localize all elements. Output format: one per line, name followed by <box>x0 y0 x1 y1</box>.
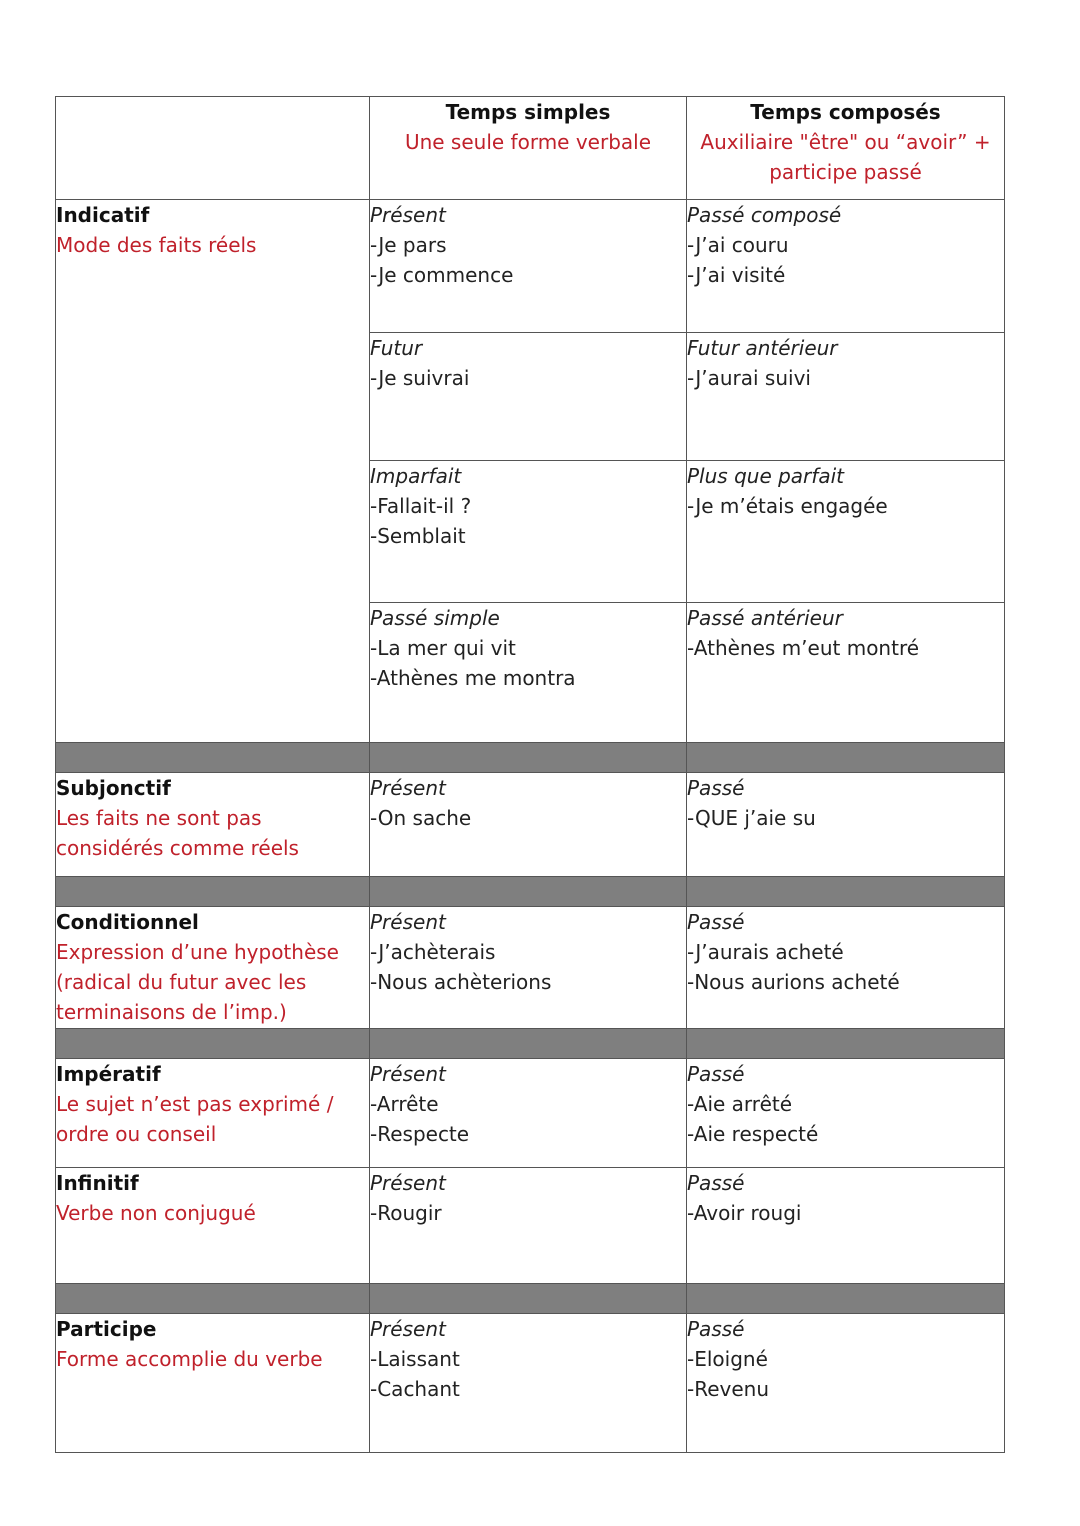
separator-row <box>56 877 1005 907</box>
tense-name: Futur <box>370 336 423 360</box>
example: -Athènes m’eut montré <box>687 636 920 660</box>
example: -J’ai visité <box>687 263 786 287</box>
example: -Avoir rougi <box>687 1201 802 1225</box>
example: -Fallait-il ? <box>370 494 472 518</box>
tense-name: Présent <box>370 1171 446 1195</box>
compound-tense-cell <box>687 1059 1005 1168</box>
example: -Je pars <box>370 233 447 257</box>
example: -Eloigné <box>687 1347 768 1371</box>
mode-description: Forme accomplie du verbe <box>56 1347 323 1371</box>
header-simple-subtitle: Une seule forme verbale <box>404 130 652 154</box>
compound-tense-cell <box>687 603 1005 743</box>
imperatif-row <box>56 1059 1005 1168</box>
example: -J’aurai suivi <box>687 366 811 390</box>
simple-tense-cell <box>370 1059 687 1168</box>
infinitif-row <box>56 1168 1005 1284</box>
subjonctif-row <box>56 773 1005 877</box>
compound-tense-cell <box>687 200 1005 333</box>
compound-tense-cell <box>687 907 1005 1029</box>
example: -Athènes me montra <box>370 666 576 690</box>
example: -Laissant <box>370 1347 460 1371</box>
example: -On sache <box>370 806 472 830</box>
mode-description: Les faits ne sont pas considérés comme réels <box>56 806 299 860</box>
example: -Je commence <box>370 263 514 287</box>
mode-name: Subjonctif <box>56 776 171 800</box>
example: -Aie arrêté <box>687 1092 793 1116</box>
conjugation-table <box>55 96 1005 1453</box>
indicatif-mode-cell <box>56 200 370 743</box>
example: -Rougir <box>370 1201 442 1225</box>
example: -Revenu <box>687 1377 770 1401</box>
tense-name: Présent <box>370 776 446 800</box>
tense-name: Passé <box>687 776 745 800</box>
mode-name: Conditionnel <box>56 910 199 934</box>
example: -Je suivrai <box>370 366 470 390</box>
tense-name: Présent <box>370 203 446 227</box>
example: -Respecte <box>370 1122 470 1146</box>
simple-tense-cell <box>370 461 687 603</box>
indicatif-row-present <box>56 200 1005 333</box>
conditionnel-mode-cell <box>56 907 370 1029</box>
separator-row <box>56 743 1005 773</box>
participe-row <box>56 1314 1005 1453</box>
header-simple-cell <box>370 97 687 200</box>
compound-tense-cell <box>687 1168 1005 1284</box>
separator-row <box>56 1029 1005 1059</box>
mode-description: Verbe non conjugué <box>56 1201 256 1225</box>
simple-tense-cell <box>370 1168 687 1284</box>
tense-name: Présent <box>370 1062 446 1086</box>
example: -J’aurais acheté <box>687 940 844 964</box>
header-empty-cell <box>56 97 370 200</box>
tense-name: Présent <box>370 910 446 934</box>
tense-name: Futur antérieur <box>687 336 838 360</box>
compound-tense-cell <box>687 461 1005 603</box>
simple-tense-cell <box>370 1314 687 1453</box>
example: -Semblait <box>370 524 466 548</box>
compound-tense-cell <box>687 1314 1005 1453</box>
example: -Nous aurions acheté <box>687 970 900 994</box>
example: -Cachant <box>370 1377 460 1401</box>
subjonctif-mode-cell <box>56 773 370 877</box>
tense-name: Passé <box>687 1171 745 1195</box>
tense-name: Plus que parfait <box>687 464 844 488</box>
simple-tense-cell <box>370 907 687 1029</box>
example: -Arrête <box>370 1092 439 1116</box>
simple-tense-cell <box>370 773 687 877</box>
mode-name: Participe <box>56 1317 157 1341</box>
header-compound-subtitle: Auxiliaire "être" ou “avoir” + participe passé <box>700 130 991 184</box>
mode-name: Infinitif <box>56 1171 139 1195</box>
mode-name: Impératif <box>56 1062 161 1086</box>
participe-mode-cell <box>56 1314 370 1453</box>
mode-name: Indicatif <box>56 203 150 227</box>
header-row <box>56 97 1005 200</box>
tense-name: Passé simple <box>370 606 500 630</box>
example: -Aie respecté <box>687 1122 819 1146</box>
example: -QUE j’aie su <box>687 806 816 830</box>
simple-tense-cell <box>370 603 687 743</box>
tense-name: Imparfait <box>370 464 462 488</box>
tense-name: Passé <box>687 1317 745 1341</box>
example: -Je m’étais engagée <box>687 494 888 518</box>
separator-row <box>56 1284 1005 1314</box>
tense-name: Passé composé <box>687 203 842 227</box>
example: -J’ai couru <box>687 233 789 257</box>
mode-description: Expression d’une hypothèse (radical du futur avec les terminaisons de l’imp.) <box>56 940 339 1024</box>
header-compound-cell <box>687 97 1005 200</box>
tense-name: Passé antérieur <box>687 606 843 630</box>
imperatif-mode-cell <box>56 1059 370 1168</box>
example: -J’achèterais <box>370 940 496 964</box>
simple-tense-cell <box>370 333 687 461</box>
compound-tense-cell <box>687 333 1005 461</box>
example: -Nous achèterions <box>370 970 552 994</box>
conditionnel-row <box>56 907 1005 1029</box>
mode-description: Le sujet n’est pas exprimé / ordre ou conseil <box>56 1092 334 1146</box>
compound-tense-cell <box>687 773 1005 877</box>
header-simple-title: Temps simples <box>445 100 611 124</box>
header-compound-title: Temps composés <box>750 100 941 124</box>
example: -La mer qui vit <box>370 636 516 660</box>
tense-name: Passé <box>687 910 745 934</box>
tense-name: Passé <box>687 1062 745 1086</box>
infinitif-mode-cell <box>56 1168 370 1284</box>
mode-description: Mode des faits réels <box>56 233 257 257</box>
simple-tense-cell <box>370 200 687 333</box>
tense-name: Présent <box>370 1317 446 1341</box>
